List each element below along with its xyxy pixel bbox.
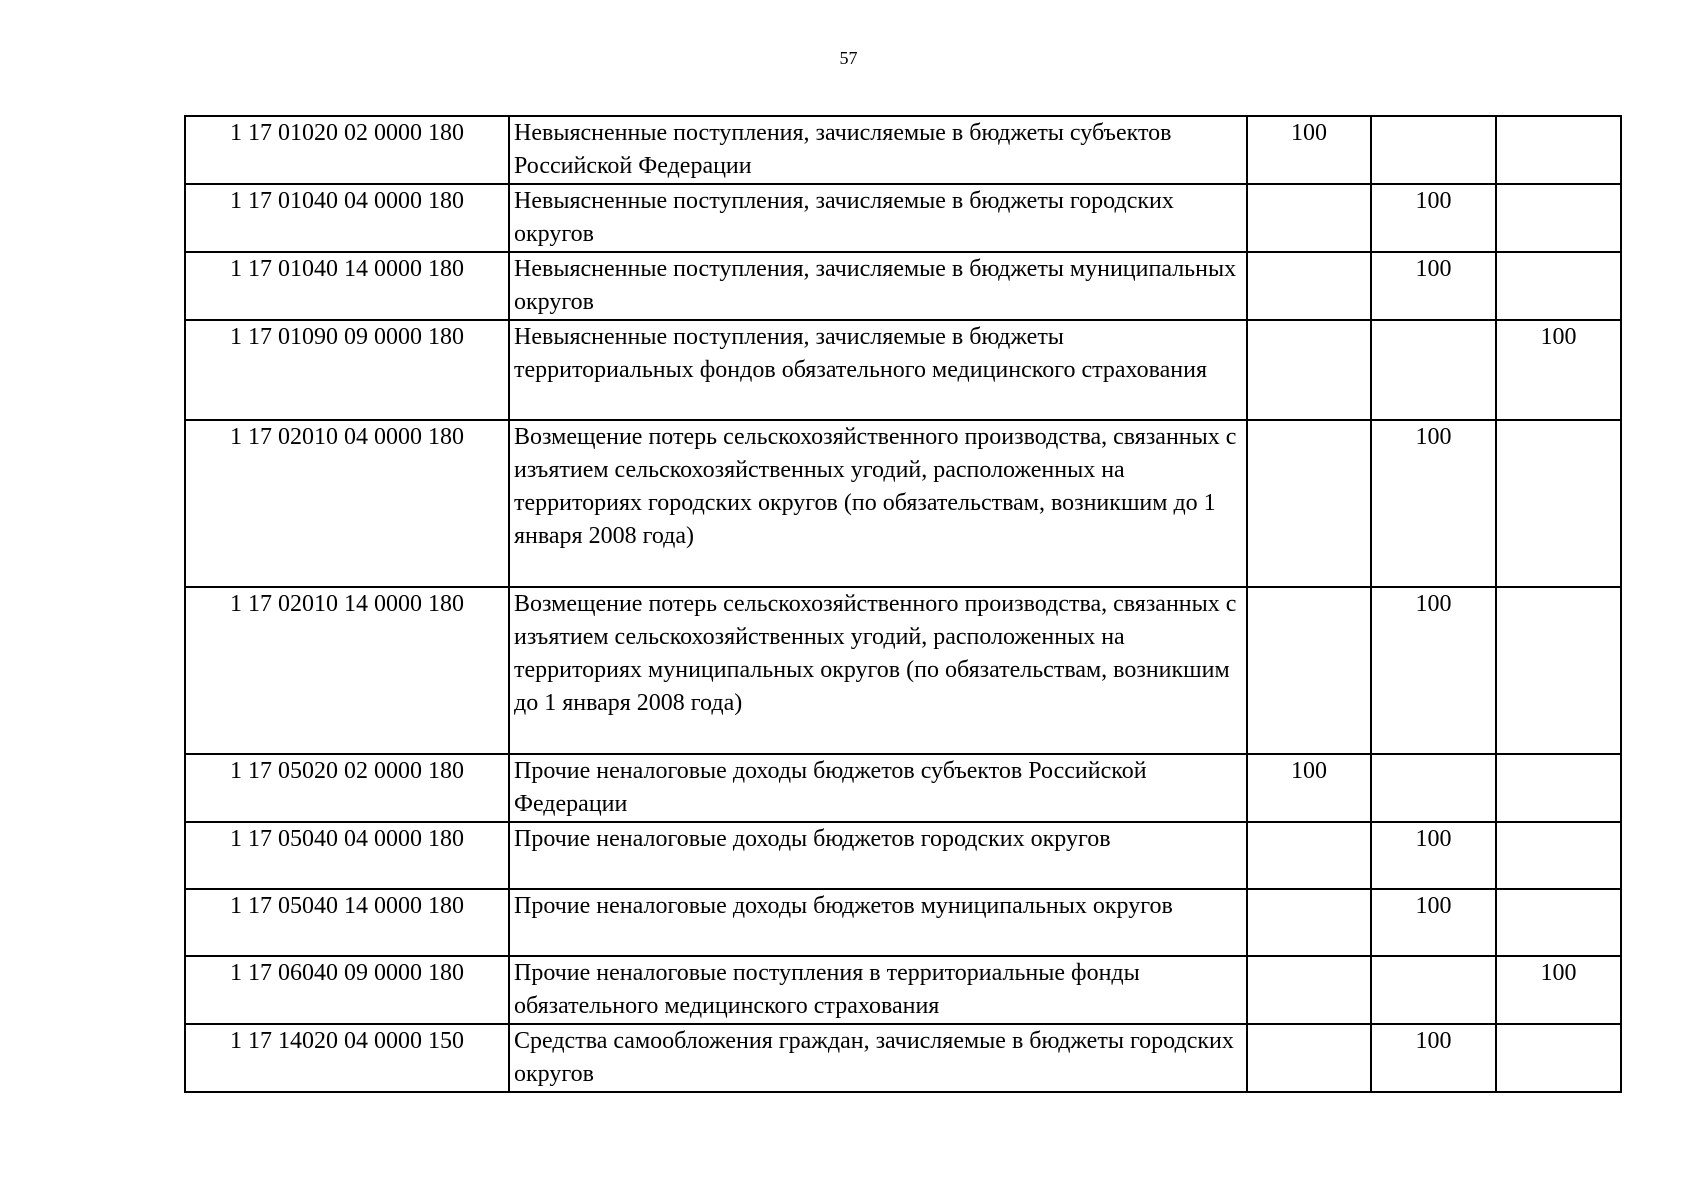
local-budget-share-cell: 100 [1371,252,1496,320]
insurance-fund-share-cell [1496,420,1621,587]
budget-code-cell: 1 17 02010 14 0000 180 [185,587,509,754]
description-cell: Возмещение потерь сельскохозяйственного производства, связанных с изъятием сельскохозяйственных угодий, расположенных на территориях муниципальных округов (по обязательствам, возникшим до 1 января 2008 года) [509,587,1247,754]
regional-budget-share-cell [1247,956,1371,1024]
table-row [185,587,1621,754]
regional-budget-share-cell [1247,889,1371,956]
regional-budget-share-cell: 100 [1247,116,1371,184]
regional-budget-share-cell [1247,184,1371,252]
budget-code-cell: 1 17 05040 04 0000 180 [185,822,509,889]
local-budget-share-cell [1371,116,1496,184]
local-budget-share-cell [1371,956,1496,1024]
description-cell: Невыясненные поступления, зачисляемые в бюджеты городских округов [509,184,1247,252]
description-cell: Прочие неналоговые доходы бюджетов муниципальных округов [509,889,1247,956]
regional-budget-share-cell [1247,822,1371,889]
insurance-fund-share-cell [1496,1024,1621,1092]
table-row [185,822,1621,889]
table-row [185,252,1621,320]
insurance-fund-share-cell [1496,822,1621,889]
regional-budget-share-cell [1247,320,1371,420]
budget-code-cell: 1 17 14020 04 0000 150 [185,1024,509,1092]
local-budget-share-cell: 100 [1371,1024,1496,1092]
budget-code-cell: 1 17 01040 04 0000 180 [185,184,509,252]
budget-code-cell: 1 17 01040 14 0000 180 [185,252,509,320]
local-budget-share-cell: 100 [1371,184,1496,252]
local-budget-share-cell [1371,754,1496,822]
description-cell: Прочие неналоговые доходы бюджетов городских округов [509,822,1247,889]
description-cell: Невыясненные поступления, зачисляемые в бюджеты муниципальных округов [509,252,1247,320]
insurance-fund-share-cell: 100 [1496,956,1621,1024]
local-budget-share-cell: 100 [1371,587,1496,754]
insurance-fund-share-cell [1496,754,1621,822]
description-cell: Невыясненные поступления, зачисляемые в бюджеты территориальных фондов обязательного медицинского страхования [509,320,1247,420]
local-budget-share-cell: 100 [1371,889,1496,956]
regional-budget-share-cell [1247,1024,1371,1092]
budget-code-cell: 1 17 02010 04 0000 180 [185,420,509,587]
regional-budget-share-cell [1247,587,1371,754]
local-budget-share-cell: 100 [1371,420,1496,587]
budget-code-cell: 1 17 01020 02 0000 180 [185,116,509,184]
table-row [185,116,1621,184]
description-cell: Возмещение потерь сельскохозяйственного производства, связанных с изъятием сельскохозяйственных угодий, расположенных на территориях городских округов (по обязательствам, возникшим до 1 января 2008 года) [509,420,1247,587]
regional-budget-share-cell [1247,420,1371,587]
table-row [185,889,1621,956]
insurance-fund-share-cell [1496,252,1621,320]
table-row [185,956,1621,1024]
table-row [185,320,1621,420]
insurance-fund-share-cell [1496,116,1621,184]
insurance-fund-share-cell [1496,889,1621,956]
description-cell: Прочие неналоговые поступления в территориальные фонды обязательного медицинского страхования [509,956,1247,1024]
local-budget-share-cell [1371,320,1496,420]
local-budget-share-cell: 100 [1371,822,1496,889]
description-cell: Прочие неналоговые доходы бюджетов субъектов Российской Федерации [509,754,1247,822]
regional-budget-share-cell [1247,252,1371,320]
revenue-distribution-table [184,115,1622,1093]
description-cell: Средства самообложения граждан, зачисляемые в бюджеты городских округов [509,1024,1247,1092]
budget-code-cell: 1 17 05020 02 0000 180 [185,754,509,822]
page-number: 57 [839,48,858,68]
table-row [185,754,1621,822]
insurance-fund-share-cell [1496,184,1621,252]
table-row [185,184,1621,252]
budget-code-cell: 1 17 05040 14 0000 180 [185,889,509,956]
regional-budget-share-cell: 100 [1247,754,1371,822]
description-cell: Невыясненные поступления, зачисляемые в бюджеты субъектов Российской Федерации [509,116,1247,184]
table-row [185,1024,1621,1092]
insurance-fund-share-cell: 100 [1496,320,1621,420]
insurance-fund-share-cell [1496,587,1621,754]
table-row [185,420,1621,587]
budget-code-cell: 1 17 01090 09 0000 180 [185,320,509,420]
budget-code-cell: 1 17 06040 09 0000 180 [185,956,509,1024]
